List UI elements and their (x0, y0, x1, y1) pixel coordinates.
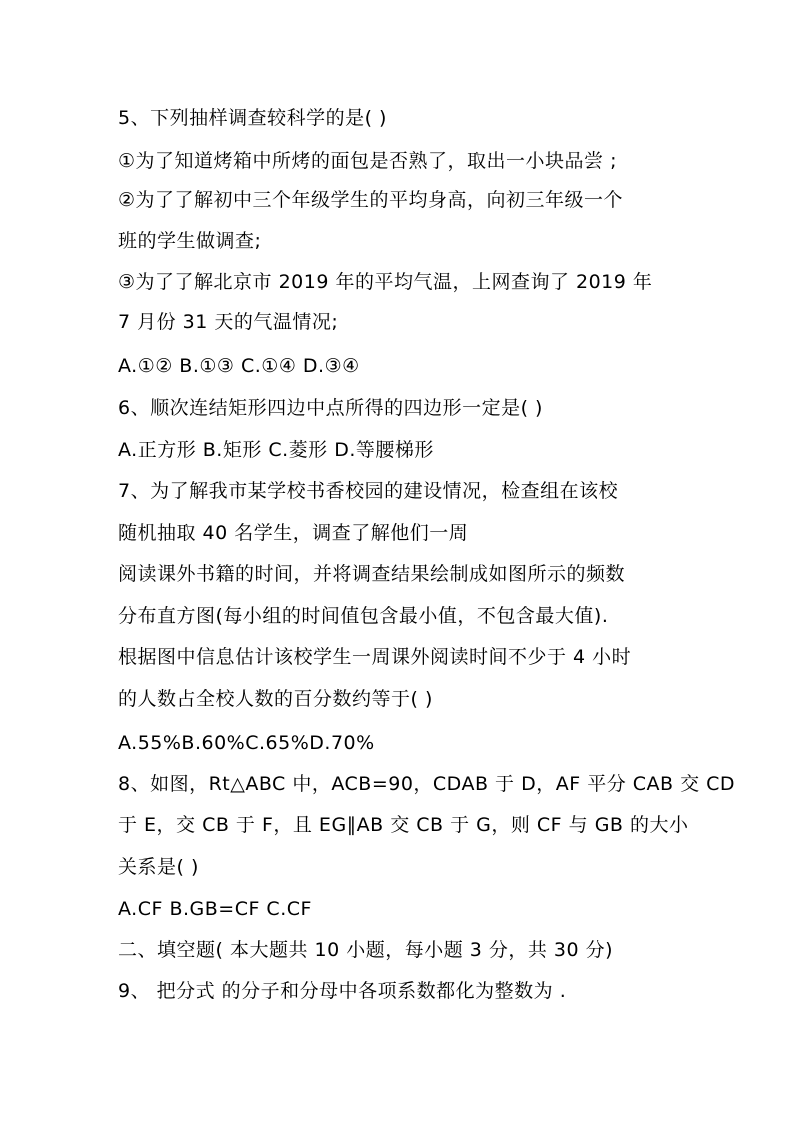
q7-stem-1: 7、为了解我市某学校书香校园的建设情况，检查组在该校 (118, 480, 619, 502)
q7-stem-6: 的人数占全校人数的百分数约等于( ) (118, 688, 433, 710)
q8-choices: A.CF B.GB=CF C.CF (118, 898, 312, 920)
q6-choices: A.正方形 B.矩形 C.菱形 D.等腰梯形 (118, 439, 434, 461)
q5-option-1: ①为了知道烤箱中所烤的面包是否熟了，取出一小块品尝 ; (118, 150, 617, 172)
q5-stem: 5、下列抽样调查较科学的是( ) (118, 107, 387, 129)
q5-option-2-cont: 班的学生做调查; (118, 230, 262, 252)
q5-option-2: ②为了了解初中三个年级学生的平均身高，向初三年级一个 (118, 189, 624, 211)
q8-stem-3: 关系是( ) (118, 856, 199, 878)
q5-option-3-cont: 7 月份 31 天的气温情况; (118, 311, 339, 333)
section-2-heading: 二、填空题( 本大题共 10 小题，每小题 3 分，共 30 分) (118, 939, 614, 961)
q7-stem-3: 阅读课外书籍的时间，并将调查结果绘制成如图所示的频数 (118, 563, 626, 585)
q6-stem: 6、顺次连结矩形四边中点所得的四边形一定是( ) (118, 397, 543, 419)
q5-choices: A.①② B.①③ C.①④ D.③④ (118, 355, 360, 377)
q7-choices: A.55%B.60%C.65%D.70% (118, 732, 375, 754)
q7-stem-5: 根据图中信息估计该校学生一周课外阅读时间不少于 4 小时 (118, 646, 632, 668)
q5-option-3: ③为了了解北京市 2019 年的平均气温，上网查询了 2019 年 (118, 271, 653, 293)
q9-stem: 9、 把分式 的分子和分母中各项系数都化为整数为 . (118, 980, 567, 1002)
q7-stem-2: 随机抽取 40 名学生，调查了解他们一周 (118, 522, 469, 544)
q7-stem-4: 分布直方图(每小组的时间值包含最小值，不包含最大值). (118, 605, 609, 627)
q8-stem-1: 8、如图，Rt△ABC 中，ACB=90，CDAB 于 D，AF 平分 CAB 交 CD (118, 773, 736, 795)
q8-stem-2: 于 E，交 CB 于 F，且 EG∥AB 交 CB 于 G，则 CF 与 GB 的大小 (118, 814, 689, 836)
